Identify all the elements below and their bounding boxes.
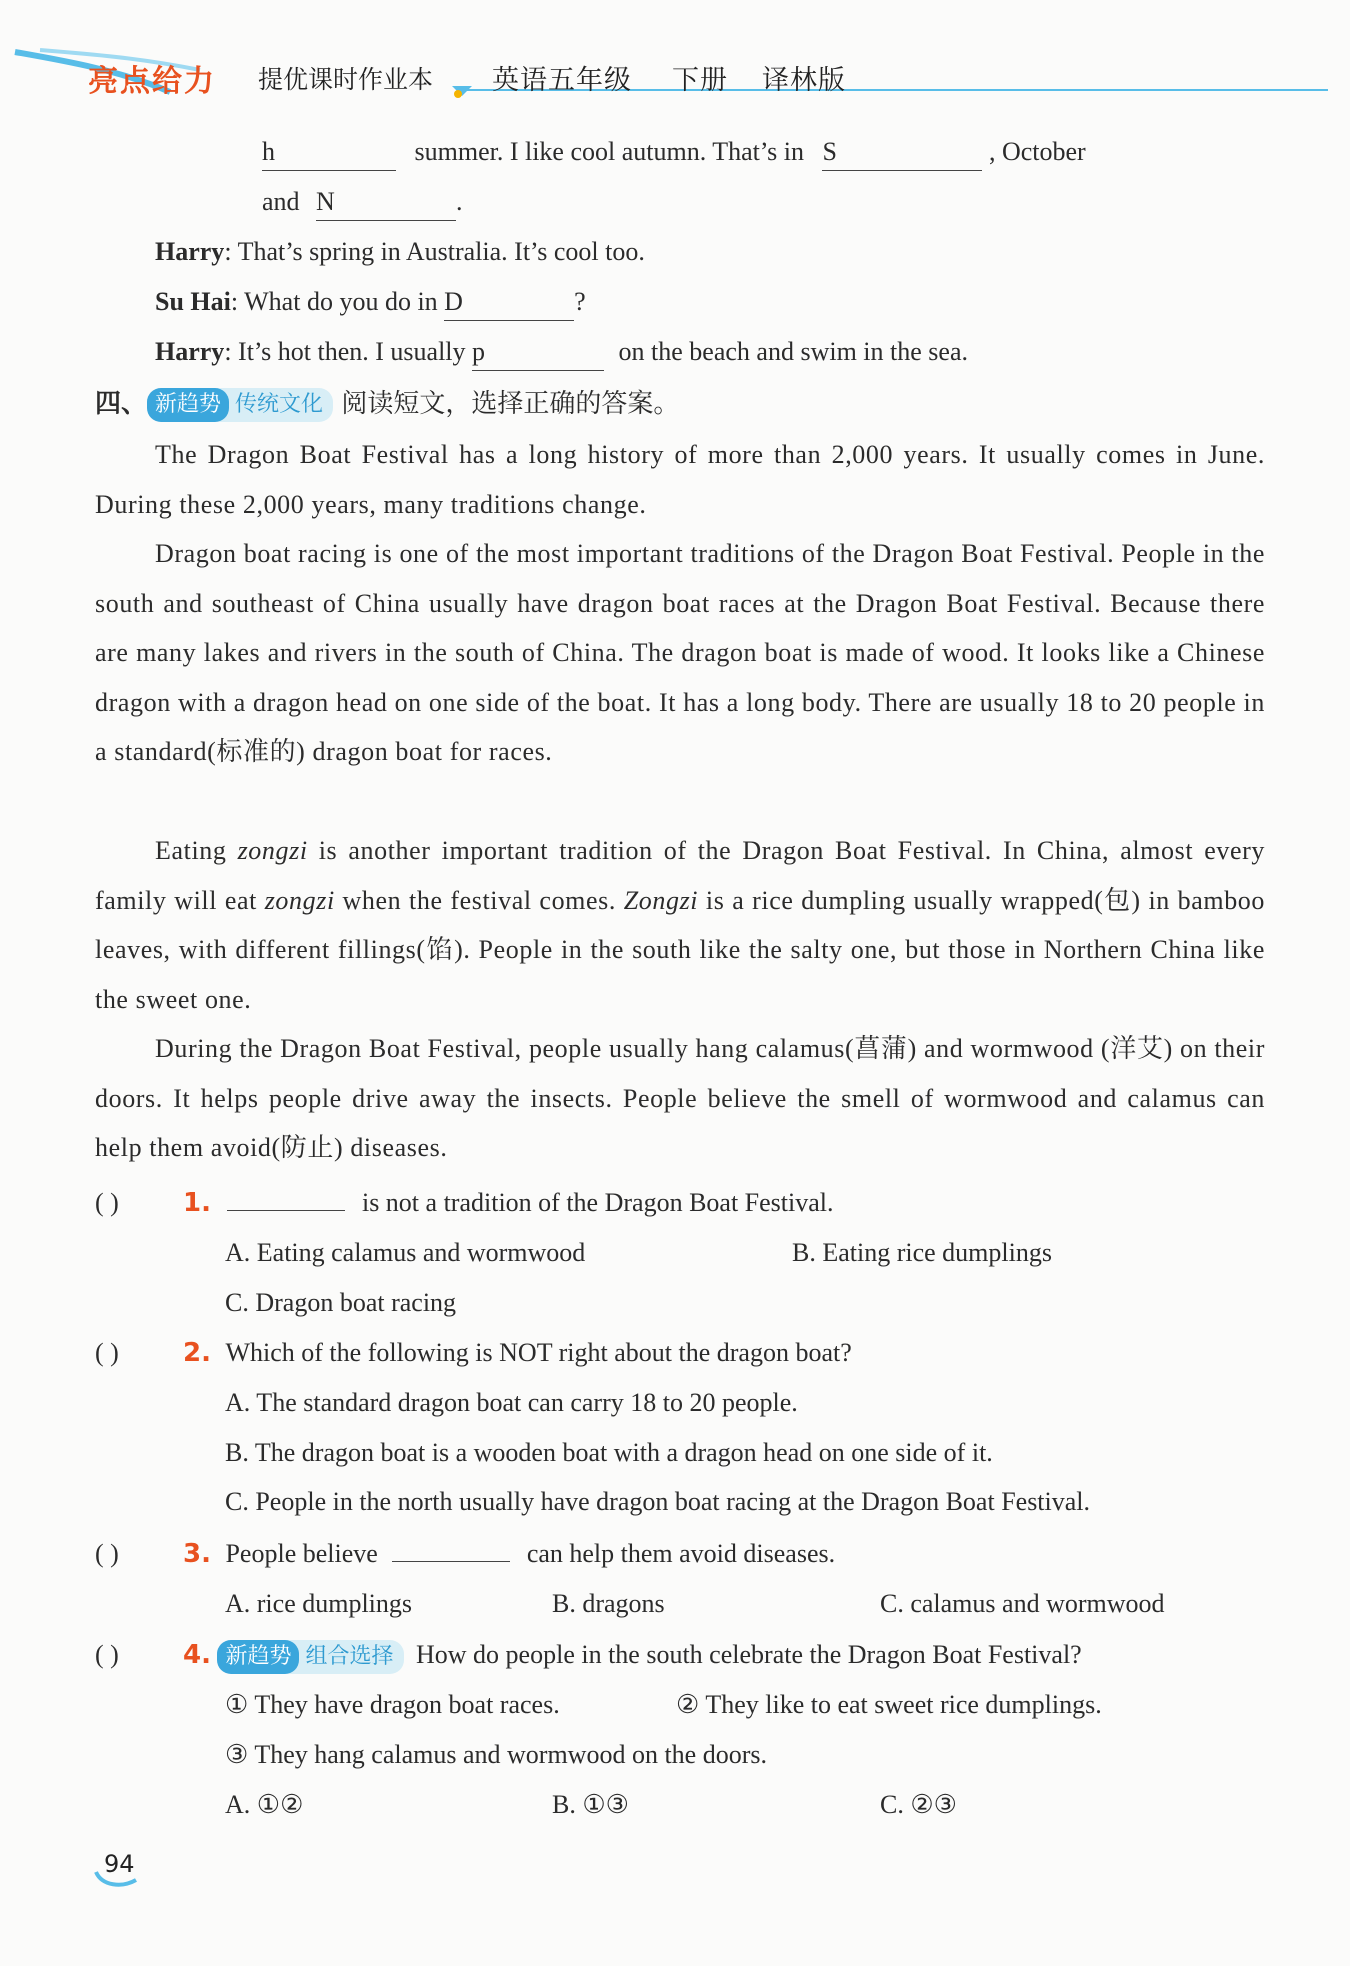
brand-logo-text: 亮点给力 — [88, 64, 216, 99]
page-number: 94 — [104, 1850, 135, 1878]
blank-s[interactable]: S — [822, 134, 982, 171]
answer-box-q4[interactable]: ( ) — [95, 1640, 119, 1669]
blank-q1 — [227, 1210, 345, 1211]
q4-option-c[interactable]: C. ②③ — [880, 1790, 957, 1819]
q4-statement-1: ① They have dragon boat races. — [225, 1690, 560, 1719]
q1-option-a[interactable]: A. Eating calamus and wormwood — [225, 1238, 586, 1267]
q3-option-c[interactable]: C. calamus and wormwood — [880, 1589, 1165, 1618]
blank-h[interactable]: h — [262, 134, 396, 171]
passage-paragraph-4: During the Dragon Boat Festival, people usually hang calamus(菖蒲) and wormwood (洋艾) on their doors. It helps people drive away the insects. People believe the smell of wormwood and calamus can help them avoid(防止) diseases. — [95, 1034, 1265, 1162]
q4-option-a[interactable]: A. ①② — [225, 1790, 304, 1819]
q3-option-b[interactable]: B. dragons — [552, 1589, 665, 1618]
dialogue-line-1: h summer. I like cool autumn. That’s in S , October — [262, 134, 1086, 171]
combo-choice-tag: 新趋势 组合选择 — [217, 1640, 403, 1674]
question-2: 2. Which of the following is NOT right about the dragon boat? — [183, 1338, 852, 1368]
question-4: 4. 新趋势 组合选择 How do people in the south celebrate the Dragon Boat Festival? — [183, 1637, 1082, 1674]
book-subtitle: 提优课时作业本 — [258, 65, 434, 94]
blank-d[interactable]: D — [444, 284, 574, 321]
answer-box-q3[interactable]: ( ) — [95, 1539, 119, 1568]
q2-option-b[interactable]: B. The dragon boat is a wooden boat with a dragon head on one side of it. — [225, 1438, 993, 1467]
passage-paragraph-2: Dragon boat racing is one of the most important traditions of the Dragon Boat Festival. People in the south and southeast of China usually have dragon boat races at the Dragon Boat Festival. Because there are many lakes and rivers in the south of China. The dragon boat is made of wood. It looks like a Chinese dragon with a dragon head on one side of the boat. It has a long body. There are usually 18 to 20 people in a standard(标准的) dragon boat for races. — [95, 539, 1265, 766]
edition-label: 译林版 — [762, 65, 846, 96]
term-label: 下册 — [672, 65, 728, 96]
q4-statement-2: ② They like to eat sweet rice dumplings. — [676, 1690, 1102, 1719]
section-4-title: 四、 新趋势 传统文化 阅读短文，选择正确的答案。 — [95, 386, 679, 422]
question-3: 3. People believe can help them avoid diseases. — [183, 1539, 836, 1569]
q2-option-a[interactable]: A. The standard dragon boat can carry 18 to 20 people. — [225, 1388, 798, 1417]
dialogue-suhai: Su Hai: What do you do in D ? — [155, 284, 586, 321]
grade-label: 英语五年级 — [492, 65, 632, 96]
answer-box-q2[interactable]: ( ) — [95, 1338, 119, 1367]
q4-option-b[interactable]: B. ①③ — [552, 1790, 629, 1819]
q1-option-b[interactable]: B. Eating rice dumplings — [792, 1238, 1052, 1267]
q1-option-c[interactable]: C. Dragon boat racing — [225, 1288, 457, 1317]
answer-box-q1[interactable]: ( ) — [95, 1188, 119, 1217]
q4-statement-3: ③ They hang calamus and wormwood on the doors. — [225, 1740, 768, 1769]
dialogue-line-2: and N . — [262, 184, 463, 221]
q2-option-c[interactable]: C. People in the north usually have dragon boat racing at the Dragon Boat Festival. — [225, 1487, 1091, 1516]
dialogue-harry-1: Harry: That’s spring in Australia. It’s cool too. — [155, 237, 645, 266]
blank-p[interactable]: p — [472, 334, 604, 371]
question-1: 1. is not a tradition of the Dragon Boat Festival. — [183, 1188, 834, 1218]
trend-tag: 新趋势 传统文化 — [147, 388, 333, 422]
page-header — [0, 40, 1350, 120]
passage-paragraph-1: The Dragon Boat Festival has a long history of more than 2,000 years. It usually comes in June. During these 2,000 years, many traditions change. — [95, 440, 1265, 519]
passage-paragraph-3: Eating zongzi is another important tradition of the Dragon Boat Festival. In China, almost every family will eat zongzi when the festival comes. Zongzi is a rice dumpling usually wrapped(包) in bamboo leaves, with different fillings(馅). People in the south like the salty one, but those in Northern China like the sweet one. — [95, 836, 1265, 1014]
dialogue-harry-2: Harry: It’s hot then. I usually p on the beach and swim in the sea. — [155, 334, 968, 371]
q3-option-a[interactable]: A. rice dumplings — [225, 1589, 413, 1618]
blank-n[interactable]: N — [316, 184, 456, 221]
blank-q3 — [392, 1561, 510, 1562]
